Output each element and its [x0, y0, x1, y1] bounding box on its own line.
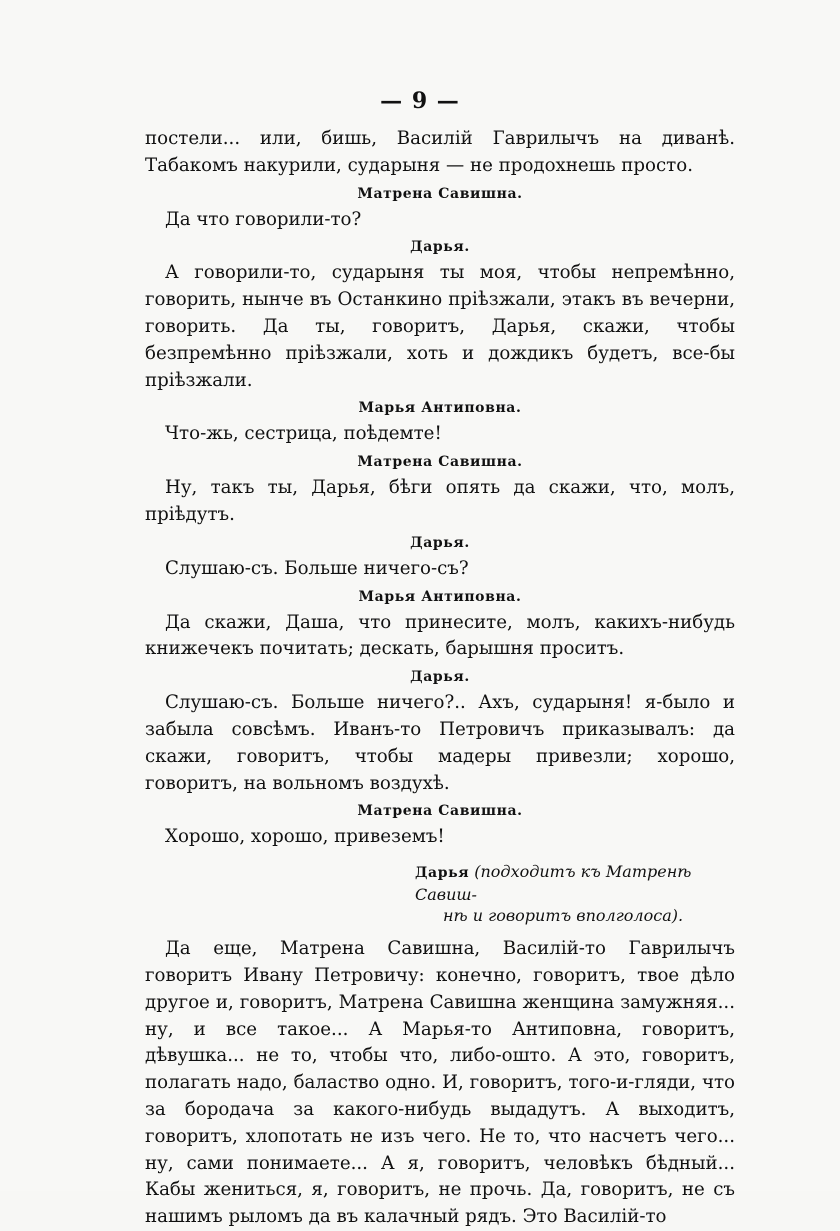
stage-direction-line-2: нѣ и говоритъ вполголоса). [443, 906, 684, 926]
stage-direction-line-1: (подходитъ къ Матренѣ Савиш- [415, 862, 692, 905]
dialogue-line: Да что говорили-то? [165, 208, 362, 230]
speaker-name: Дарья. [410, 534, 470, 551]
speaker-name: Матрена Савишна. [357, 454, 523, 471]
stage-speaker: Дарья [415, 865, 470, 882]
dialogue-line: Ну, такъ ты, Дарья, бѣги опять да скажи, что, молъ, пріѣдутъ. [145, 477, 735, 525]
final-paragraph: Да еще, Матрена Савишна, Василій-то Гаврилычъ говоритъ Ивану Петровичу: конечно, говоритъ, твое дѣло другое и, говоритъ, Матрена Савишна женщина замужняя... ну, и все такое... А Марья-то Антиповна, говоритъ, дѣвушка... не то, чтобы что, либо-ошто. А это, говоритъ, полагать надо, баластво одно. И, говоритъ, того-и-гляди, что за бородача за какого-нибудь выдадутъ. А выходитъ, говоритъ, хлопотать не изъ чего. Не то, что насчетъ чего... ну, сами понимаете... А я, говоритъ, человѣкъ бѣдный... Кабы жениться, я, говоритъ, не прочь. Да, говоритъ, не съ нашимъ рыломъ да въ калачный рядъ. Это Василій-то [145, 938, 735, 1228]
dialogue-line: Что-жь, сестрица, поѣдемте! [165, 423, 442, 445]
speaker-name: Марья Антиповна. [358, 400, 522, 417]
speaker-name: Матрена Савишна. [357, 803, 523, 820]
speaker-name: Марья Антиповна. [358, 588, 522, 605]
continuation-paragraph: постели... или, бишь, Василій Гаврилычъ на диванѣ. Табакомъ накурили, сударыня — не продохнешь просто. [145, 128, 735, 176]
speaker-name: Дарья. [410, 669, 470, 686]
dialogue-line: Да скажи, Даша, что принесите, молъ, какихъ-нибудь книжечекъ почитать; дескать, барышня проситъ. [145, 611, 735, 660]
dialogue-line: Слушаю-съ. Больше ничего?.. Ахъ, сударыня! я-было и забыла совсѣмъ. Иванъ-то Петровичъ приказывалъ: да скажи, говоритъ, чтобы мадеры привезли; хорошо, говоритъ, на вольномъ воздухѣ. [145, 692, 735, 794]
dialogue-line: Хорошо, хорошо, привеземъ! [165, 826, 445, 848]
page-number: — 9 — [380, 88, 460, 114]
stage-direction-block [145, 861, 735, 926]
dialogue-line: Слушаю-съ. Больше ничего-съ? [165, 557, 469, 579]
dialogue-line: А говорили-то, сударыня ты моя, чтобы непремѣнно, говорить, нынче въ Останкино пріѣзжали, этакъ въ вечерни, говорить. Да ты, говоритъ, Дарья, скажи, чтобы безпремѣнно пріѣзжали, хоть и дождикъ будетъ, все-бы пріѣзжали. [145, 262, 735, 391]
speaker-name: Дарья. [410, 239, 470, 256]
text-body [145, 126, 735, 1231]
speaker-name: Матрена Савишна. [357, 185, 523, 202]
